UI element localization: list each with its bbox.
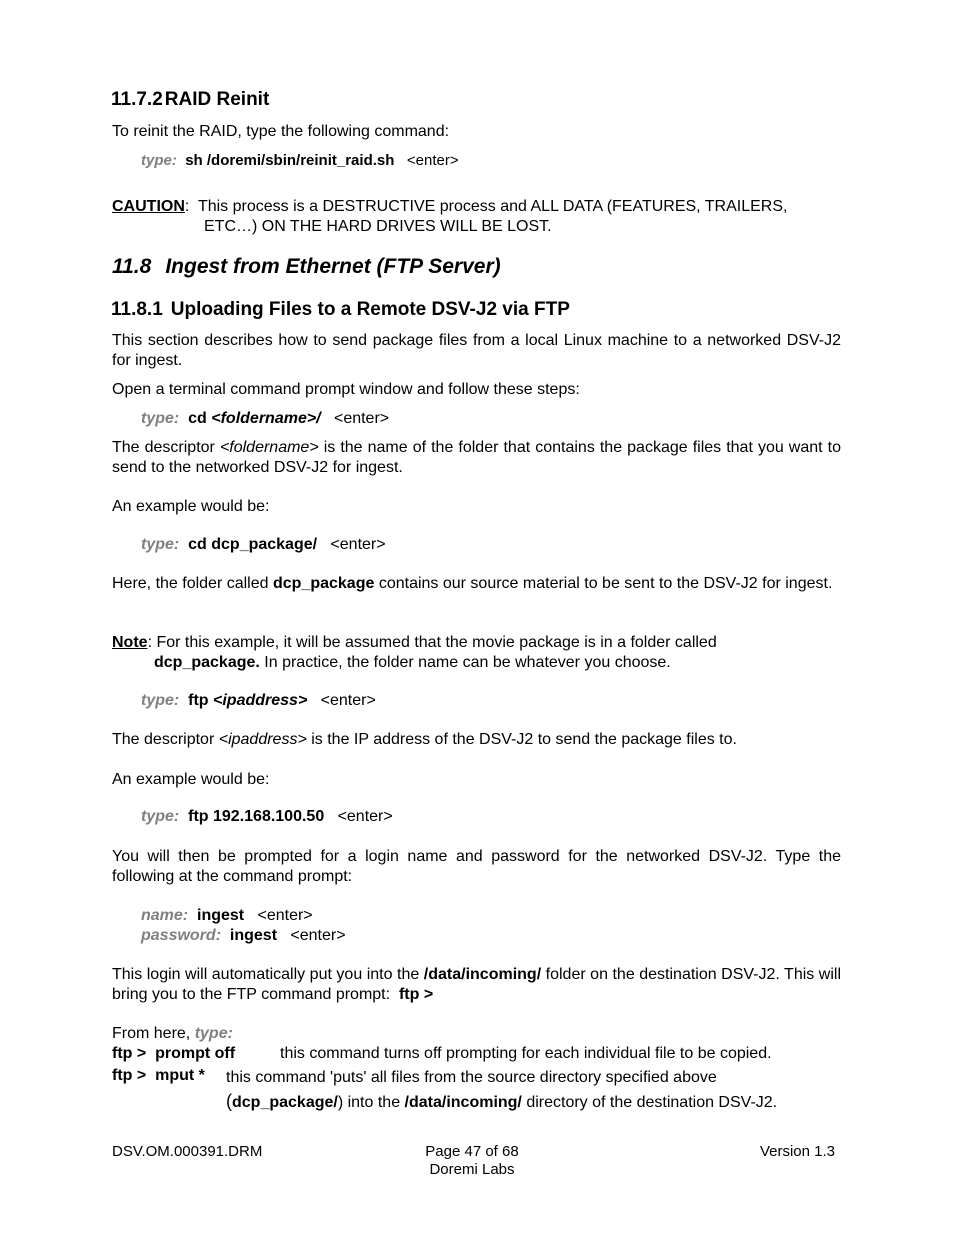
- text: The descriptor: [112, 439, 220, 456]
- type-label: type:: [141, 692, 180, 709]
- password-value: ingest: [229, 927, 278, 944]
- caution-colon: :: [184, 198, 190, 215]
- folder-name: dcp_package.: [154, 654, 260, 671]
- note-label: Note: [112, 634, 148, 651]
- caution-text-1: This process is a DESTRUCTIVE process and ALL DATA (FEATURES, TRAILERS,: [197, 198, 788, 215]
- section-number: 11.7.2: [111, 89, 163, 110]
- type-label: type:: [141, 536, 180, 553]
- type-label: type:: [141, 410, 180, 427]
- open-terminal-text: Open a terminal command prompt window and follow these steps:: [112, 381, 580, 398]
- cmd-prefix: ftp: [188, 692, 209, 709]
- command-text: cd dcp_package/: [188, 536, 318, 553]
- type-label: type:: [141, 152, 177, 169]
- cd-example-line: [141, 535, 386, 555]
- login-result-text: [112, 965, 841, 1005]
- text: ) into the: [337, 1094, 405, 1111]
- folder-path: /data/incoming/: [404, 1094, 522, 1111]
- from-here-line: [112, 1024, 233, 1044]
- section-title: RAID Reinit: [164, 89, 270, 110]
- caution-text-2: ETC…) ON THE HARD DRIVES WILL BE LOST.: [204, 218, 552, 235]
- section-title: Uploading Files to a Remote DSV-J2 via FTP: [170, 299, 570, 320]
- text: folder on the destination DSV-J2. This will bring you to the FTP command prompt:: [112, 966, 842, 1003]
- note-text: : For this example, it will be assumed that the movie package is in a folder called: [147, 634, 717, 651]
- login-prompt-text: You will then be prompted for a login name and password for the networked DSV-J2. Type the following at the command prompt:: [112, 848, 841, 885]
- cmd-arg: <foldername>/: [211, 410, 321, 427]
- note-text: In practice, the folder name can be whatever you choose.: [259, 654, 671, 671]
- enter-key: <enter>: [337, 808, 393, 825]
- section-number: 11.8.1: [111, 299, 163, 320]
- section-number: 11.8: [112, 255, 152, 278]
- command-text: prompt off: [155, 1045, 236, 1062]
- paren: (: [226, 1091, 232, 1111]
- cd-command-line: [141, 409, 389, 429]
- ftp-prompt: ftp >: [398, 986, 434, 1003]
- foldername-description: [112, 438, 841, 478]
- text: This login will automatically put you into the: [112, 966, 424, 983]
- name-label: name:: [141, 907, 189, 924]
- text: is the IP address of the DSV-J2 to send the package files to.: [306, 731, 737, 748]
- example-label-1: An example would be:: [112, 498, 270, 515]
- command-text: mput *: [155, 1067, 205, 1084]
- text: contains our source material to be sent to the DSV-J2 for ingest.: [374, 575, 833, 592]
- cmd-arg: <ipaddress>: [213, 692, 308, 709]
- ftp-command-line: [141, 691, 376, 711]
- folder-explanation: [112, 574, 841, 594]
- section-heading-11-8: [112, 257, 501, 277]
- var: <ipaddress>: [218, 731, 307, 748]
- command-row-mput-desc-2: [226, 1091, 777, 1113]
- raid-command-line: [141, 151, 459, 171]
- example-label-2: An example would be:: [112, 771, 270, 788]
- cmd-prefix: cd: [188, 410, 207, 427]
- footer-company: Doremi Labs: [429, 1161, 515, 1178]
- enter-key: <enter>: [333, 410, 390, 427]
- type-label: type:: [194, 1025, 233, 1042]
- folder-path: /data/incoming/: [423, 966, 542, 983]
- type-label: type:: [141, 808, 180, 825]
- command-text: sh /doremi/sbin/reinit_raid.sh: [185, 152, 395, 169]
- ftp-example-line: [141, 807, 393, 827]
- command-row-mput-desc: this command 'puts' all files from the source directory specified above: [226, 1069, 717, 1086]
- caution-label: CAUTION: [112, 198, 185, 215]
- folder-name: dcp_package/: [232, 1094, 338, 1111]
- enter-key: <enter>: [290, 927, 346, 944]
- command-row-prompt-off: [112, 1044, 235, 1064]
- text: directory of the destination DSV-J2.: [521, 1094, 778, 1111]
- text: is the name of the folder that contains the package files that you want to send to the networked DSV-J2 for ingest.: [112, 439, 842, 476]
- section-title: Ingest from Ethernet (FTP Server): [165, 255, 501, 278]
- footer-page-number: Page 47 of 68: [425, 1143, 519, 1160]
- var: <foldername>: [219, 439, 319, 456]
- section-description: This section describes how to send package files from a local Linux machine to a networked DSV-J2 for ingest.: [112, 332, 841, 369]
- raid-intro: To reinit the RAID, type the following command:: [112, 123, 450, 140]
- section-heading-11-7-2: [111, 90, 269, 110]
- command-text: ftp 192.168.100.50: [188, 808, 325, 825]
- footer-doc-id: DSV.OM.000391.DRM: [112, 1143, 263, 1160]
- ipaddress-description: [112, 730, 737, 750]
- password-line: [141, 926, 346, 946]
- text: From here,: [112, 1025, 195, 1042]
- password-label: password:: [141, 927, 222, 944]
- folder-name: dcp_package: [272, 575, 375, 592]
- note-line-1: [112, 633, 717, 653]
- note-line-2: [154, 653, 671, 673]
- enter-key: <enter>: [406, 152, 459, 169]
- command-row-prompt-off-desc: this command turns off prompting for each individual file to be copied.: [280, 1045, 772, 1062]
- name-value: ingest: [197, 907, 245, 924]
- footer-version: Version 1.3: [759, 1143, 835, 1160]
- ftp-prompt: ftp >: [112, 1067, 147, 1084]
- enter-key: <enter>: [330, 536, 386, 553]
- ftp-prompt: ftp >: [112, 1045, 147, 1062]
- name-line: [141, 906, 313, 926]
- text: The descriptor: [112, 731, 219, 748]
- enter-key: <enter>: [320, 692, 376, 709]
- enter-key: <enter>: [257, 907, 313, 924]
- command-row-mput: [112, 1066, 205, 1086]
- text: Here, the folder called: [112, 575, 273, 592]
- section-heading-11-8-1: [111, 300, 570, 320]
- caution-line-1: [112, 197, 787, 217]
